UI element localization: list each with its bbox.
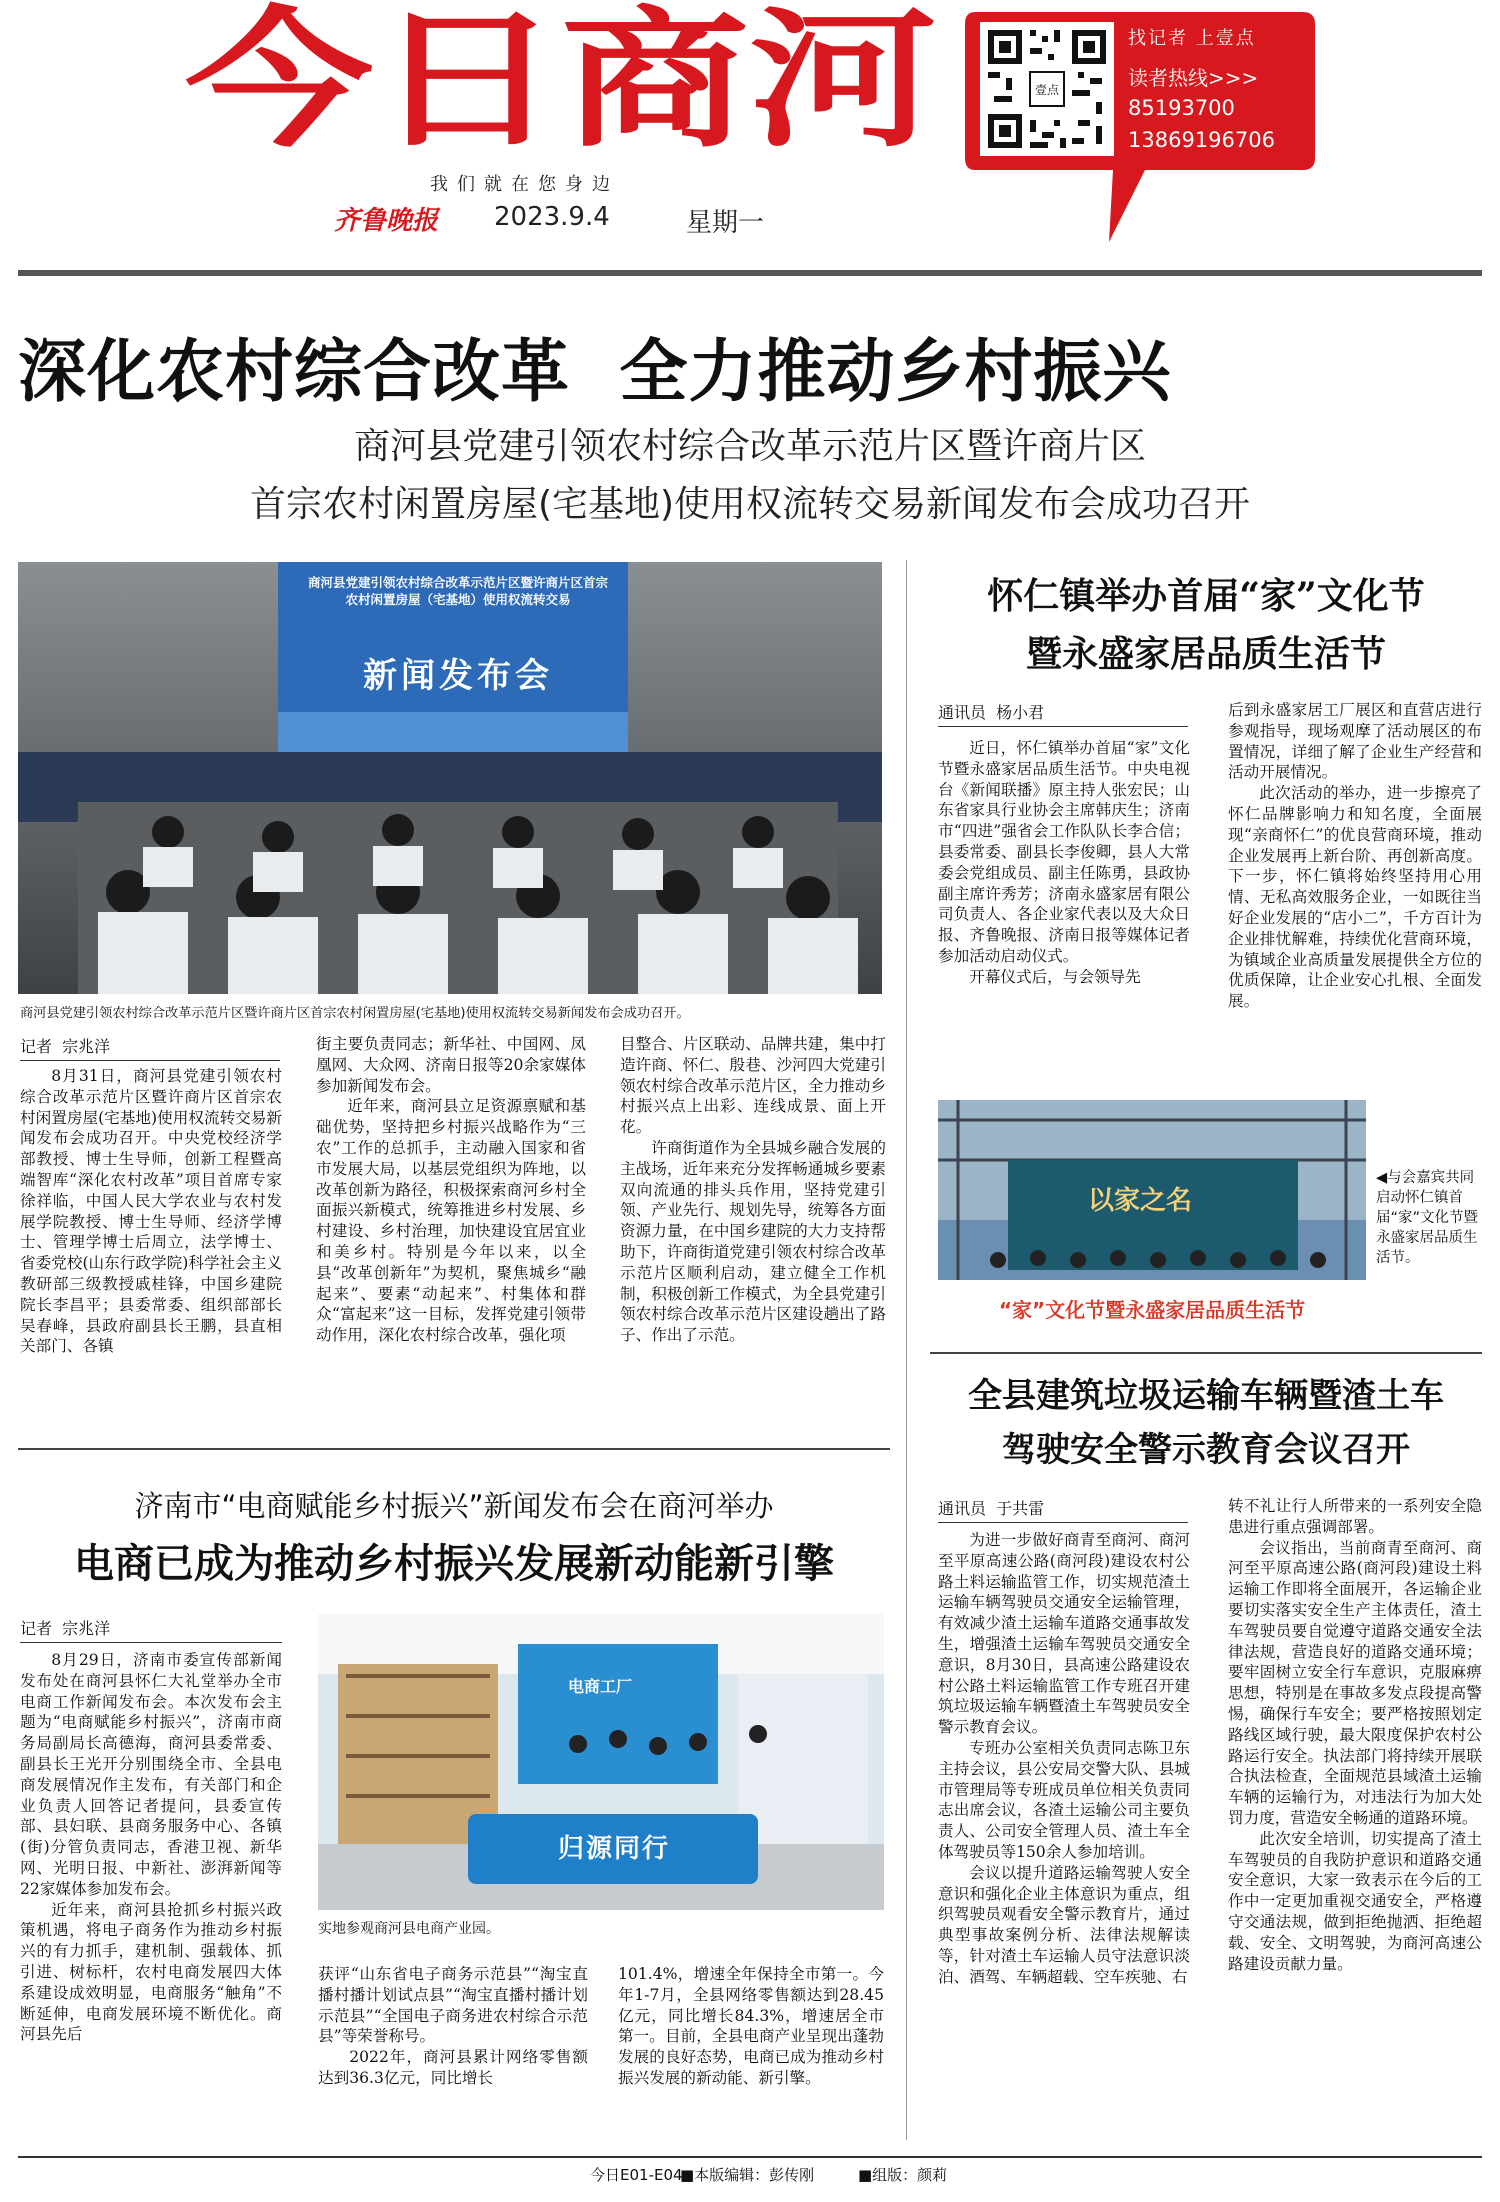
hotline-slogan: 找记者 上壹点 <box>1128 28 1256 49</box>
story2-col2-text <box>1228 700 1482 1012</box>
lead-body-col-2 <box>316 1034 586 1346</box>
hotline-phone-1[interactable]: 85193700 <box>1128 96 1235 120</box>
masthead-logo <box>185 0 945 154</box>
masthead-title-text: 今日商河 <box>185 0 937 154</box>
lead-photo-banner-title: 新闻发布会 <box>363 656 553 696</box>
paragraph: 后到永盛家居工厂展区和直营店进行参观指导，现场观摩了活动展区的布置情况，详细了解了企业生产经营和活动开展情况。 <box>1228 701 1482 782</box>
story3-headline-2: 驾驶安全警示教育会议召开 <box>1002 1430 1410 1470</box>
story3-body-col-2 <box>1228 1496 1482 1974</box>
story2-photo-banner: “家”文化节暨永盛家居品质生活节 <box>998 1298 1306 1322</box>
story2-photo <box>938 1100 1366 1336</box>
lead-body-col-1 <box>20 1066 282 1357</box>
story2-photo-caption: ◀与会嘉宾共同启动怀仁镇首届“家”文化节暨永盛家居品质生活节。 <box>1376 1170 1479 1266</box>
lead-headline: 深化农村综合改革 全力推动乡村振兴 <box>18 332 1172 412</box>
paper-name: 齐鲁晚报 <box>334 206 439 236</box>
story4-byline: 记者 宗兆洋 <box>20 1616 282 1643</box>
story4-photo <box>318 1614 884 1910</box>
story2-photo-sign: 以家之名 <box>1088 1186 1193 1216</box>
story4-kicker: 济南市“电商赋能乡村振兴”新闻发布会在商河举办 <box>134 1489 774 1523</box>
story4-photo-sign-2: 归源同行 <box>558 1834 671 1864</box>
masthead-divider <box>18 270 1482 276</box>
paragraph: 近日，怀仁镇举办首届“家”文化节暨永盛家居品质生活节。中央电视台《新闻联播》原主持人张宏民；山东省家具行业协会主席韩庆生；济南市“四进”强省会工作队队长李合信；县委常委、副县长李俊卿，县人大常委会党组成员、副主任陈勇，县政协副主席许秀芳；济南永盛家居有限公司负责人、各企业家代表以及大众日报、齐鲁晚报、济南日报等媒体记者参加活动启动仪式。 <box>938 739 1190 965</box>
paragraph: 101.4%，增速全年保持全市第一。今年1-7月，全县网络零售额达到28.45亿元，同比增长84.3%，增速居全市第一。目前，全县电商产业呈现出蓬勃发展的良好态势，电商已成为推动乡村振兴发展的新动能、新引擎。 <box>618 1965 884 2087</box>
footer-layout: ■组版：颜莉 <box>858 2166 948 2184</box>
lead-subheadline-1: 商河县党建引领农村综合改革示范片区暨许商片区 <box>353 426 1146 467</box>
lead-bottom-rule <box>18 1448 890 1450</box>
lead-photo <box>18 562 882 994</box>
lead-body-col-3 <box>620 1034 886 1346</box>
story4-col1-text <box>20 1650 282 2045</box>
footer-rule <box>18 2156 1482 2158</box>
paragraph: 会议指出，当前商青至商河、商河至平原高速公路(商河段)建设土料运输工作即将全面展开，各运输企业要切实落实安全生产主体责任，渣土车驾驶员要自觉遵守道路交通安全法律法规，营造良好的道路交通环境；要牢固树立安全行车意识，克服麻痹思想，特别是在事故多发点段提高警惕，确保行车安全；要严格按照划定路线区域行驶，最大限度保护农村公路运行安全。执法部门将持续开展联合执法检查，全面规范县域渣土运输车辆的运输行为，对违法行为加大处罚力度，营造安全畅通的道路环境。 <box>1228 1538 1482 1827</box>
story4-photo-sign-1: 电商工厂 <box>568 1677 633 1696</box>
story4-photo-caption: 实地参观商河县电商产业园。 <box>318 1921 500 1937</box>
paragraph: 获评“山东省电子商务示范县”“淘宝直播村播计划试点县”“淘宝直播村播计划示范县”“全国电子商务进农村综合示范县”等荣誉称号。 <box>318 1965 588 2046</box>
issue-date: 2023.9.4 <box>494 202 610 232</box>
paragraph: 为进一步做好商青至商河、商河至平原高速公路(商河段)建设农村公路土料运输监管工作，切实规范渣土运输车辆驾驶员交通安全运输管理，有效减少渣土运输车道路交通事故发生，增强渣土运输车驾驶员交通安全意识，8月30日，县高速公路建设农村公路土料运输监管工作专班召开建筑垃圾运输车辆暨渣土车驾驶员安全警示教育会议。 <box>938 1531 1190 1737</box>
story4-headline: 电商已成为推动乡村振兴发展新动能新引擎 <box>74 1540 834 1587</box>
story3-headline-1: 全县建筑垃圾运输车辆暨渣土车 <box>968 1376 1444 1416</box>
hotline-label: 读者热线>>> <box>1128 66 1259 90</box>
paragraph: 2022年，商河县累计网络零售额达到36.3亿元，同比增长 <box>318 2048 588 2087</box>
masthead-slogan: 我们就在您身边 <box>430 174 619 195</box>
paragraph: 目整合、片区联动、品牌共建，集中打造许商、怀仁、殷巷、沙河四大党建引领农村综合改革示范片区，全力推动乡村振兴点上出彩、连线成景、面上开花。 <box>620 1035 886 1137</box>
lead-subheadline-2: 首宗农村闲置房屋(宅基地)使用权流转交易新闻发布会成功召开 <box>249 484 1251 525</box>
story3-col1-text <box>938 1530 1190 1988</box>
press-conference-image <box>18 562 882 994</box>
hotline-phone-2[interactable]: 13869196706 <box>1128 128 1275 152</box>
lead-photo-caption: 商河县党建引领农村综合改革示范片区暨许商片区首宗农村闲置房屋(宅基地)使用权流转交易新闻发布会成功召开。 <box>20 1006 690 1021</box>
story4-body-col-1 <box>20 1650 282 2045</box>
story4-body-col-2 <box>318 1964 588 2089</box>
paragraph: 转不礼让行人所带来的一系列安全隐患进行重点强调部署。 <box>1228 1497 1482 1536</box>
qr-label: 壹点 <box>1034 83 1060 97</box>
story4-body-col-3 <box>618 1964 884 2089</box>
lead-col1-text: 8月31日，商河县党建引领农村综合改革示范片区暨许商片区首宗农村闲置房屋(宅基地)使用权流转交易新闻发布会成功召开。中央党校经济学部教授、博士生导师，创新工程暨高端智库“深化农村改革”项目首席专家徐祥临，中国人民大学农业与农村发展学院教授、博士生导师、经济学博士、管理学博士后周立，法学博士、省委党校(山东行政学院)科学社会主义教研部三级教授戚桂锋，中国乡建院院长李昌平；县委常委、组织部部长吴春峰，县政府副县长王鹏，县直相关部门、各镇 <box>20 1067 282 1356</box>
story3-byline: 通讯员 于共雷 <box>938 1496 1188 1523</box>
paragraph: 此次安全培训，切实提高了渣土车驾驶员的自我防护意识和道路交通安全意识，大家一致表示在今后的工作中一定更加重视交通安全，严格遵守交通法规，做到拒绝抛洒、拒绝超载、安全、文明驾驶，为商河高速公路建设贡献力量。 <box>1228 1829 1482 1973</box>
lead-photo-banner: 商河县党建引领农村综合改革示范片区暨许商片区首宗农村闲置房屋（宅基地）使用权流转交易 <box>308 575 609 607</box>
paragraph: 专班办公室相关负责同志陈卫东主持会议，县公安局交警大队、县城市管理局等专班成员单位相关负责同志出席会议，各渣土运输公司主要负责人、公司安全管理人员、渣土车全体驾驶员等150余人参加培训。 <box>938 1738 1190 1861</box>
paragraph: 近年来，商河县抢抓乡村振兴政策机遇，将电子商务作为推动乡村振兴的有力抓手，建机制、强载体、抓引进、树标杆，农村电商发展四大体系建设成效明显，电商服务“触角”不断延伸，电商发展环境不断优化。商河县先后 <box>20 1900 282 2044</box>
paragraph: 此次活动的举办，进一步擦亮了怀仁品牌影响力和知名度，全面展现“亲商怀仁”的优良营商环境，推动企业发展再上新台阶、再创新高度。下一步，怀仁镇将始终坚持用心用情、无私高效服务企业，一如既往当好企业发展的“店小二”，千方百计为企业排忧解难，持续优化营商环境，为镇域企业高质量发展提供全方位的优质保障，让企业安心扎根、全面发展。 <box>1228 784 1482 1011</box>
paragraph: 近年来，商河县立足资源禀赋和基础优势，坚持把乡村振兴战略作为“三农”工作的总抓手，主动融入国家和省市发展大局，以基层党组织为阵地，以改革创新为路径，积极探索商河乡村全面振兴新模式，统筹推进乡村发展、乡村建设、乡村治理，加快建设宜居宜业和美乡村。特别是今年以来，以全县“改革创新年”为契机，聚焦城乡“融起来”、要素“动起来”、村集体和群众“富起来”这一目标，发挥党建引领带动作用，深化农村综合改革，强化项 <box>316 1097 586 1345</box>
story3-col2-text <box>1228 1496 1482 1974</box>
footer-pages: 今日E01-E04 <box>590 2166 683 2184</box>
qr-code-icon <box>980 22 1114 156</box>
story2-headline-1: 怀仁镇举办首届“家”文化节 <box>987 575 1425 617</box>
masthead-title <box>185 0 945 154</box>
story2-byline: 通讯员 杨小君 <box>938 700 1188 727</box>
lead-byline: 记者 宗兆洋 <box>20 1034 280 1061</box>
story3-body-col-1 <box>938 1530 1190 1988</box>
lead-col2-text <box>316 1034 586 1346</box>
paragraph: 会议以提升道路运输驾驶人安全意识和强化企业主体意识为重点，组织驾驶员观看安全警示教育片，通过典型事故案例分析、法律法规解读等，针对渣土车运输人员守法意识淡泊、酒驾、车辆超载、空车疾驰、右 <box>938 1863 1190 1986</box>
issue-weekday: 星期一 <box>686 208 765 238</box>
qr-code[interactable] <box>980 22 1114 156</box>
story4-col3-text <box>618 1964 884 2089</box>
story2-body-col-2 <box>1228 700 1482 1012</box>
right-column-divider <box>906 560 907 2140</box>
story4-col2-text <box>318 1964 588 2089</box>
footer-editor: ■本版编辑：彭传刚 <box>680 2166 815 2184</box>
story2-headline-2: 暨永盛家居品质生活节 <box>1025 633 1386 675</box>
paragraph: 开幕仪式后，与会领导先 <box>969 967 1141 986</box>
paragraph: 8月29日，济南市委宣传部新闻发布处在商河县怀仁大礼堂举办全市电商工作新闻发布会。本次发布会主题为“电商赋能乡村振兴”，济南市商务局副局长高德海，商河县委常委、副县长王光开分别围绕全市、全县电商发展情况作主发布，有关部门和企业负责人回答记者提问，县委宣传部、县妇联、县商务服务中心、各镇(街)分管负责同志，香港卫视、新华网、光明日报、中新社、澎湃新闻等22家媒体参加发布会。 <box>20 1651 282 1898</box>
story2-bottom-rule <box>930 1352 1482 1354</box>
paragraph: 街主要负责同志；新华社、中国网、凤凰网、大众网、济南日报等20余家媒体参加新闻发布会。 <box>316 1035 586 1095</box>
story2-col1-text <box>938 738 1190 988</box>
lead-col3-text <box>620 1034 886 1346</box>
ecommerce-park-image <box>318 1614 884 1910</box>
paragraph: 许商街道作为全县城乡融合发展的主战场，近年来充分发挥畅通城乡要素双向流通的排头兵作用，坚持党建引领、产业先行、规划先导，统筹各方面资源力量，在中国乡建院的大力支持帮助下，许商街道党建引领农村综合改革示范片区顺利启动，建立健全工作机制，积极创新工作模式，为全县党建引领农村综合改革示范片区建设趟出了路子、作出了示范。 <box>620 1138 886 1345</box>
story2-body-col-1 <box>938 738 1190 988</box>
